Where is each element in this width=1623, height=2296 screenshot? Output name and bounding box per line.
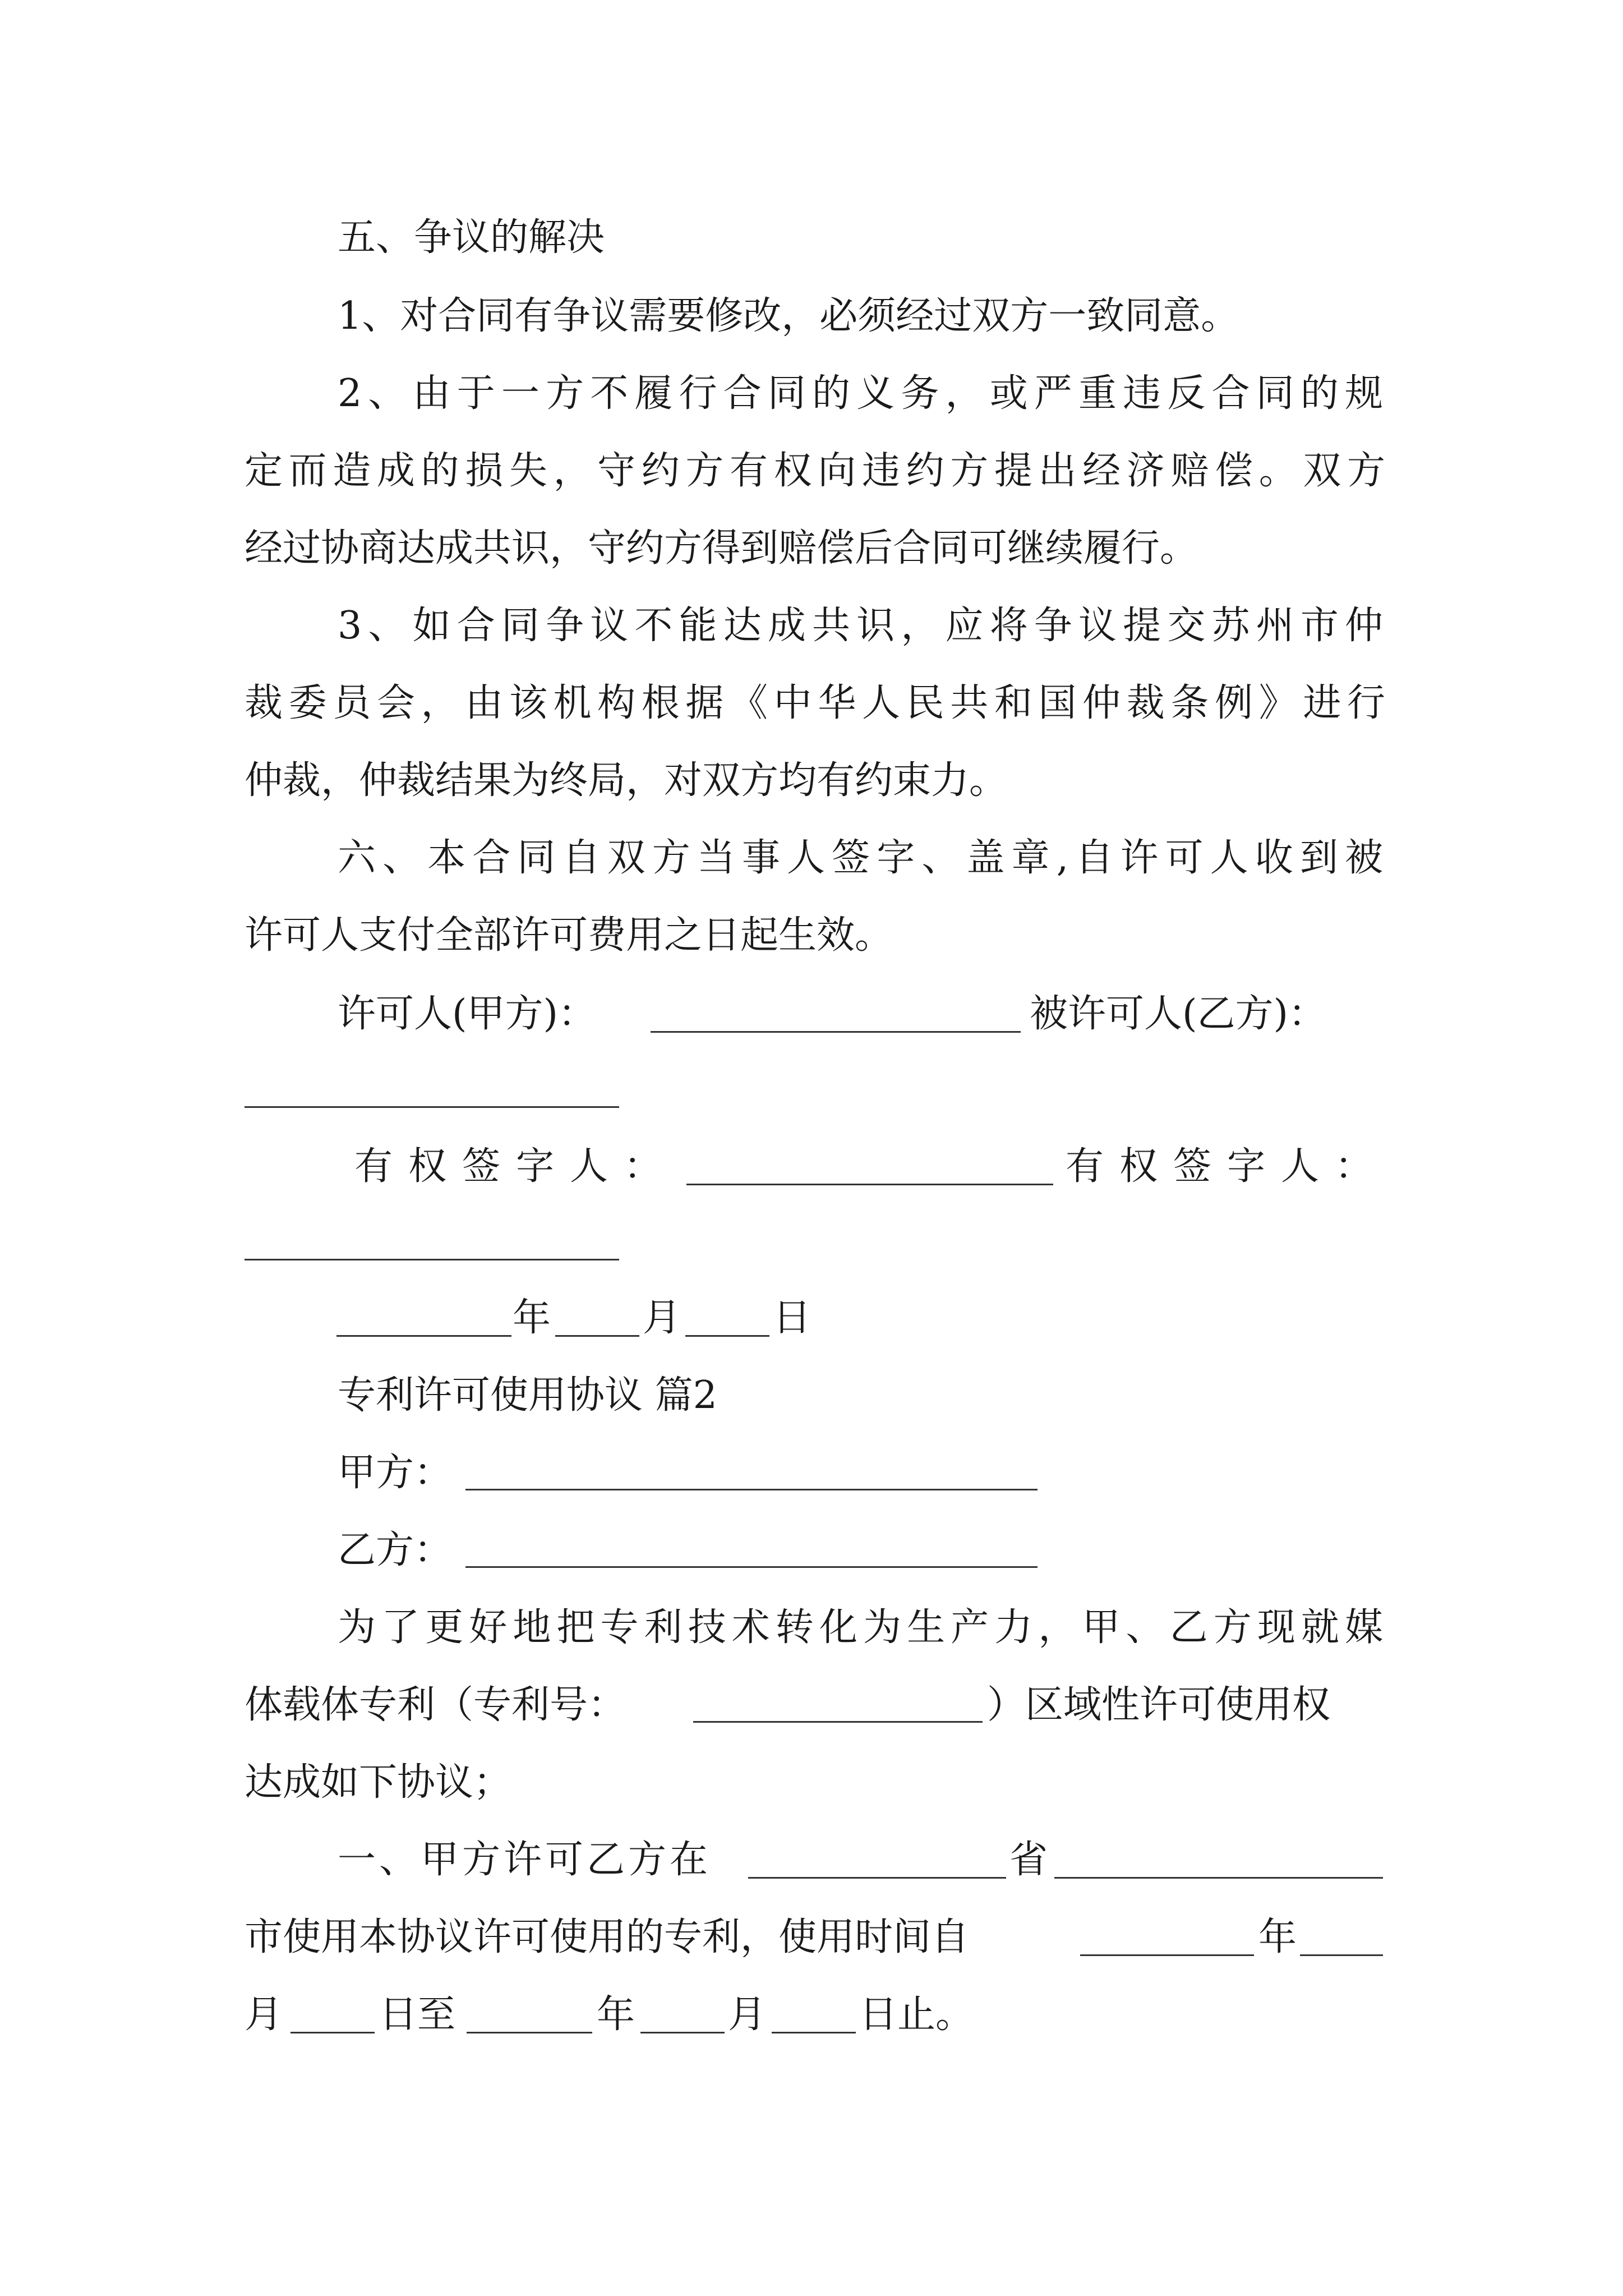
clause1-line2-pre: 市使用本协议许可使用的专利，使用时间自: [245, 1915, 970, 1959]
section6-line1: 六、本合同自双方当事人签字、盖章,自许可人收到被: [338, 836, 1383, 880]
section6-line2: 许可人支付全部许可费用之日起生效。: [245, 913, 893, 958]
agreement2-intro-line1: 为了更好地把专利技术转化为生产力，甲、乙方现就媒: [338, 1605, 1383, 1650]
clause1-end-year-label: 年: [597, 1993, 635, 2037]
section5-item3-line3: 仲裁，仲裁结果为终局，对双方均有约束力。: [245, 758, 1008, 803]
clause1-end-year-blank[interactable]: [467, 2032, 592, 2033]
licensor-signature-blank[interactable]: [651, 1031, 1021, 1033]
clause1-end-month-label: 月: [728, 1993, 767, 2037]
signer-label-right: 有权签字人：: [1066, 1144, 1389, 1189]
party-a-blank[interactable]: [465, 1489, 1038, 1490]
agreement2-intro-line2-post: ）区域性许可使用权: [987, 1683, 1331, 1727]
date-month-label: 月: [643, 1296, 681, 1340]
section5-item2-line2: 定而造成的损失，守约方有权向违约方提出经济赔偿。双方: [245, 449, 1385, 493]
clause1-province-blank[interactable]: [748, 1877, 1006, 1879]
clause1-end-day-blank[interactable]: [772, 2032, 856, 2033]
licensor-label: 许可人(甲方)：: [338, 992, 597, 1036]
section5-item3-line2: 裁委员会，由该机构根据《中华人民共和国仲裁条例》进行: [245, 681, 1385, 725]
date-day-blank[interactable]: [685, 1335, 769, 1337]
clause1-start-year-label: 年: [1258, 1915, 1297, 1959]
clause1-end: 日止。: [859, 1993, 974, 2037]
licensee-signature-blank[interactable]: [245, 1106, 619, 1108]
signer-right-blank[interactable]: [245, 1259, 619, 1260]
party-a-label: 甲方：: [338, 1451, 453, 1495]
clause1-province-label: 省: [1009, 1838, 1048, 1882]
section5-item2-line1: 2、由于一方不履行合同的义务，或严重违反合同的规: [338, 371, 1383, 416]
agreement2-intro-line3: 达成如下协议；: [245, 1760, 512, 1805]
clause1-day-to: 日至: [379, 1993, 456, 2037]
signer-label-left: 有权签字人：: [354, 1144, 678, 1189]
date-day-label: 日: [773, 1296, 811, 1340]
clause1-start-month-blank[interactable]: [1300, 1954, 1383, 1956]
clause1-start-day-blank[interactable]: [291, 2032, 375, 2033]
section5-item2-line3: 经过协商达成共识，守约方得到赔偿后合同可继续履行。: [245, 526, 1198, 570]
agreement2-intro-line2-pre: 体载体专利（专利号：: [245, 1683, 626, 1727]
clause1-start-month-label: 月: [245, 1993, 283, 2037]
signer-left-blank[interactable]: [686, 1184, 1053, 1185]
patent-number-blank[interactable]: [693, 1721, 983, 1723]
date-year-label: 年: [513, 1296, 551, 1340]
clause1-pre: 一、甲方许可乙方在: [338, 1838, 712, 1882]
clause1-city-blank[interactable]: [1054, 1877, 1383, 1879]
licensee-label: 被许可人(乙方)：: [1030, 992, 1327, 1036]
date-month-blank[interactable]: [555, 1335, 639, 1337]
agreement2-title: 专利许可使用协议 篇2: [338, 1373, 717, 1418]
section5-item1: 1、对合同有争议需要修改，必须经过双方一致同意。: [338, 294, 1239, 338]
clause1-end-month-blank[interactable]: [640, 2032, 725, 2033]
date-year-blank[interactable]: [336, 1335, 511, 1337]
party-b-label: 乙方：: [338, 1528, 453, 1572]
section5-item3-line1: 3、如合同争议不能达成共识，应将争议提交苏州市仲: [338, 604, 1383, 648]
clause1-start-year-blank[interactable]: [1080, 1954, 1254, 1956]
party-b-blank[interactable]: [465, 1566, 1038, 1568]
section5-heading: 五、争议的解决: [338, 215, 605, 260]
